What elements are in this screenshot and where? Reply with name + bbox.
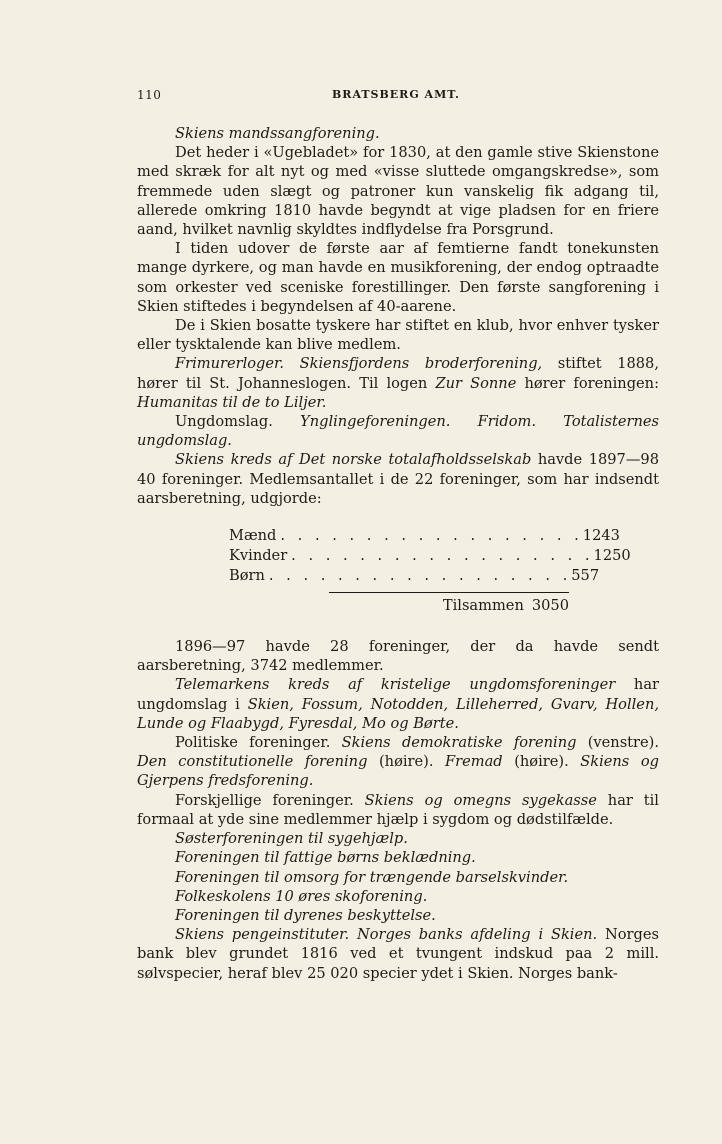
list-item: Søsterforeningen til sygehjælp. — [175, 830, 408, 848]
page-number: 110 — [137, 88, 162, 102]
section-heading-mandssangforening: Skiens mandssangforening. — [175, 125, 380, 142]
paragraph-tonekunsten: I tiden udover de første aar af femtierne fandt tonekunsten mange dyrkere, og man havde en musikforening, der endog optraadte som orkester ved sceniske forestillinger. Den første sangforening i Skien stiftedes i begyndelsen af 40-aarene. — [137, 240, 659, 315]
body-text — [137, 124, 659, 983]
table-row: Børn . . . . . . . . . . . . . . . . . . 557 — [229, 567, 600, 585]
page-header — [0, 88, 722, 108]
paragraph-ugebladet: Det heder i «Ugebladet» for 1830, at den gamle stive Skienstone med skræk for alt nyt og med «visse sluttede omgangskredse», som fremmede uden slægt og patroner kun vanskelig fik adgang til, allerede omkring 1810 havde begyndt at vige pladsen for en friere aand, hvilket navnlig skyldtes indflydelse fra Porsgrund. — [137, 144, 659, 239]
paragraph-pengeinstituter: Skiens pengeinstituter. Norges banks afdeling i Skien. Norges bank blev grundet 1816 ved et tvungent indskud paa 2 mill. sølvspecier, heraf blev 25 020 specier ydet i Skien. Norges bank- — [137, 926, 659, 982]
list-item: Foreningen til dyrenes beskyttelse. — [175, 906, 436, 924]
paragraph-ungdomslag: Ungdomslag. Ynglingeforeningen. Fridom. Totalisternes ungdomslag. — [137, 413, 659, 450]
running-title: BRATSBERG AMT. — [332, 88, 460, 101]
paragraph-totalafhold: Skiens kreds af Det norske totalafholdsselskab havde 1897—98 40 foreninger. Medlemsantallet i de 22 foreninger, som har indsendt aarsberetning, udgjorde: — [137, 451, 660, 507]
list-item: Foreningen til omsorg for trængende barselskvinder. — [175, 868, 569, 886]
list-item: Folkeskolens 10 øres skoforening. — [175, 887, 428, 905]
list-item: Foreningen til fattige børns beklædning. — [175, 849, 476, 867]
paragraph-frimurerloger: Frimurerloger. Skiensfjordens broderforening, stiftet 1888, hører til St. Johanneslogen. Til logen Zur Sonne hører foreningen: Humanitas til de to Liljer. — [137, 355, 659, 411]
paragraph-politiske: Politiske foreninger. Skiens demokratiske forening (venstre). Den constitutionelle forening (høire). Fremad (høire). Skiens og Gjerpens fredsforening. — [137, 734, 659, 790]
paragraph-telemarken: Telemarkens kreds af kristelige ungdomsforeninger har ungdomslag i Skien, Fossum, Notodden, Lilleherred, Gvarv, Hollen, Lunde og Flaabygd, Fyresdal, Mo og Børte. — [137, 676, 659, 732]
table-total: Tilsammen 3050 — [329, 592, 569, 617]
membership-table — [229, 526, 631, 617]
paragraph-1896: 1896—97 havde 28 foreninger, der da havde sendt aarsberetning, 3742 medlemmer. — [137, 638, 659, 675]
paragraph-tyskere: De i Skien bosatte tyskere har stiftet en klub, hvor enhver tysker eller tysktalende kan blive medlem. — [137, 317, 659, 354]
table-row: Kvinder . . . . . . . . . . . . . . . . . . 1250 — [229, 547, 631, 565]
paragraph-forskjellige: Forskjellige foreninger. Skiens og omegns sygekasse har til formaal at yde sine medlemmer hjælp i sygdom og dødstilfælde. — [137, 791, 659, 828]
table-row: Mænd . . . . . . . . . . . . . . . . . . 1243 — [229, 527, 620, 545]
